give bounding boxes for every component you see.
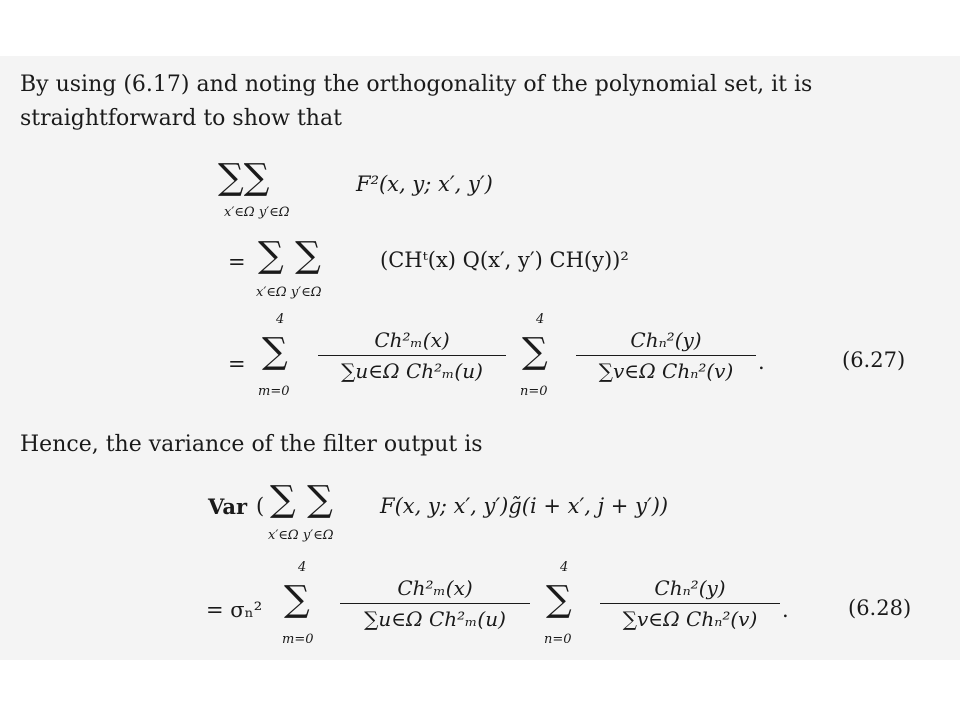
sum-lower-limit: n=0 <box>520 384 548 399</box>
equation-number: (6.27) <box>842 348 906 372</box>
fraction <box>318 328 506 383</box>
intro-line-2: straightforward to show that <box>20 106 342 131</box>
sum-subscript: x′∈Ω y′∈Ω <box>268 528 334 543</box>
fraction-denominator: ∑u∈Ω Ch²ₘ(u) <box>340 603 530 631</box>
fraction-denominator: ∑u∈Ω Ch²ₘ(u) <box>318 355 506 383</box>
sigma-squared-term: = σₙ² <box>206 598 263 622</box>
fraction <box>340 576 530 631</box>
double-sum-symbol: ∑ ∑ <box>270 479 333 520</box>
fraction-denominator: ∑v∈Ω Chₙ²(v) <box>600 603 780 631</box>
sum-upper-limit: 4 <box>298 560 307 575</box>
fraction-denominator: ∑v∈Ω Chₙ²(v) <box>576 355 756 383</box>
sum-lower-limit: m=0 <box>258 384 290 399</box>
sum-symbol: ∑ <box>522 331 548 372</box>
sum-upper-limit: 4 <box>276 312 285 327</box>
equals-sign: = <box>228 352 246 376</box>
fraction <box>576 328 756 383</box>
middle-paragraph: Hence, the variance of the filter output is <box>20 432 483 457</box>
matrix-expression: (CHᵗ(x) Q(x′, y′) CH(y))² <box>380 248 629 272</box>
sum-lower-limit: m=0 <box>282 632 314 647</box>
sum-upper-limit: 4 <box>536 312 545 327</box>
sum-lower-limit: n=0 <box>544 632 572 647</box>
sum-expression: F²(x, y; x′, y′) <box>356 172 493 196</box>
intro-line-1: By using (6.17) and noting the orthogonality of the polynomial set, it is <box>20 72 813 97</box>
fraction <box>600 576 780 631</box>
sum-subscript: x′∈Ω y′∈Ω <box>224 205 290 220</box>
fraction-numerator: Ch²ₘ(x) <box>397 576 473 600</box>
period: . <box>782 598 789 622</box>
open-paren: ( <box>256 494 265 518</box>
double-sum-symbol: ∑∑ <box>218 157 270 198</box>
sum-symbol: ∑ <box>284 579 310 620</box>
fraction-numerator: Ch²ₘ(x) <box>374 328 450 352</box>
equation-number: (6.28) <box>848 596 912 620</box>
sum-subscript: x′∈Ω y′∈Ω <box>256 285 322 300</box>
sum-upper-limit: 4 <box>560 560 569 575</box>
sum-symbol: ∑ <box>546 579 572 620</box>
fraction-numerator: Chₙ²(y) <box>630 328 702 352</box>
intro-paragraph <box>20 68 920 136</box>
double-sum-symbol: ∑ ∑ <box>258 235 321 276</box>
equals-sign: = <box>228 250 246 274</box>
fraction-numerator: Chₙ²(y) <box>654 576 726 600</box>
filter-expression: F(x, y; x′, y′)g̃(i + x′, j + y′)) <box>380 494 669 518</box>
sum-symbol: ∑ <box>262 331 288 372</box>
period: . <box>758 350 765 374</box>
variance-operator: Var <box>208 494 248 519</box>
